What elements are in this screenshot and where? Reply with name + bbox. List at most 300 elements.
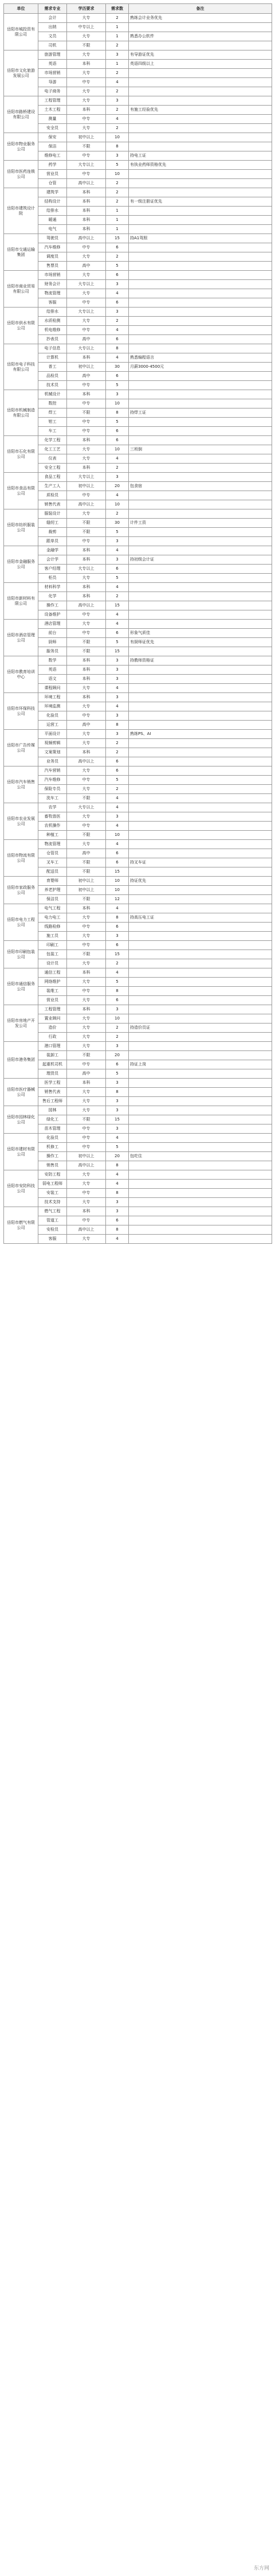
- count-cell: 5: [106, 638, 129, 647]
- table-row: [4, 877, 272, 886]
- count-cell: 1: [106, 32, 129, 41]
- note-cell: [129, 372, 272, 381]
- major-cell: 工程管理: [38, 1005, 67, 1014]
- education-cell: 大专: [67, 1106, 106, 1115]
- note-cell: [129, 1198, 272, 1207]
- education-cell: 大专: [67, 14, 106, 23]
- count-cell: 8: [106, 142, 129, 151]
- major-cell: 客服: [38, 1235, 67, 1244]
- count-cell: 4: [106, 702, 129, 711]
- major-cell: 建筑学: [38, 188, 67, 197]
- count-cell: 4: [106, 1235, 129, 1244]
- table-row: [4, 399, 272, 408]
- table-row: [4, 372, 272, 381]
- major-cell: 造价: [38, 1024, 67, 1033]
- note-cell: 包食宿: [129, 482, 272, 491]
- major-cell: 计算机: [38, 353, 67, 363]
- education-cell: 本科: [67, 216, 106, 225]
- note-cell: [129, 721, 272, 730]
- count-cell: 8: [106, 1161, 129, 1170]
- table-row: [4, 216, 272, 225]
- table-row: [4, 959, 272, 968]
- count-cell: 6: [106, 372, 129, 381]
- count-cell: 6: [106, 298, 129, 308]
- count-cell: 6: [106, 629, 129, 638]
- education-cell: 不限: [67, 647, 106, 656]
- education-cell: 本科: [67, 656, 106, 666]
- education-cell: 中专: [67, 1216, 106, 1225]
- education-cell: 本科: [67, 904, 106, 913]
- note-cell: [129, 840, 272, 849]
- education-cell: 本科: [67, 207, 106, 216]
- count-cell: 15: [106, 647, 129, 656]
- note-cell: [129, 170, 272, 179]
- major-cell: 机械设计: [38, 390, 67, 399]
- major-cell: 技术支持: [38, 1198, 67, 1207]
- note-cell: [129, 592, 272, 601]
- table-row: [4, 1180, 272, 1189]
- note-cell: [129, 289, 272, 298]
- unit-cell: 岳阳市纺织服装公司: [4, 509, 38, 546]
- major-cell: 服装设计: [38, 509, 67, 519]
- education-cell: 大专: [67, 1097, 106, 1106]
- count-cell: 5: [106, 574, 129, 583]
- count-cell: 1: [106, 225, 129, 234]
- count-cell: 6: [106, 243, 129, 252]
- count-cell: 6: [106, 565, 129, 574]
- major-cell: 包装工: [38, 950, 67, 959]
- education-cell: 中专: [67, 822, 106, 831]
- note-cell: [129, 601, 272, 610]
- count-cell: 6: [106, 271, 129, 280]
- table-row: [4, 675, 272, 684]
- major-cell: 洗车工: [38, 794, 67, 803]
- education-cell: 初中以上: [67, 133, 106, 142]
- major-cell: 电子商务: [38, 87, 67, 96]
- table-row: [4, 794, 272, 803]
- major-cell: 土木工程: [38, 106, 67, 115]
- table-row: [4, 133, 272, 142]
- major-cell: 抄表员: [38, 335, 67, 344]
- note-cell: 持证优先: [129, 877, 272, 886]
- note-cell: [129, 574, 272, 583]
- major-cell: 给排水: [38, 207, 67, 216]
- education-cell: 中专: [67, 776, 106, 785]
- count-cell: 3: [106, 280, 129, 289]
- education-cell: 初中以上: [67, 886, 106, 895]
- table-row: [4, 1079, 272, 1088]
- count-cell: 4: [106, 1170, 129, 1180]
- major-cell: 销售代表: [38, 1088, 67, 1097]
- major-cell: 文员: [38, 32, 67, 41]
- note-cell: [129, 124, 272, 133]
- count-cell: 8: [106, 913, 129, 923]
- education-cell: 本科: [67, 666, 106, 675]
- note-cell: 有导游证优先: [129, 50, 272, 60]
- education-cell: 大专: [67, 1014, 106, 1024]
- note-cell: [129, 565, 272, 574]
- count-cell: 3: [106, 473, 129, 482]
- table-row: [4, 739, 272, 748]
- note-cell: [129, 757, 272, 766]
- unit-cell: 岳阳市燃气有限公司: [4, 1207, 38, 1244]
- table-row: [4, 326, 272, 335]
- table-row: [4, 197, 272, 207]
- education-cell: 不限: [67, 1115, 106, 1124]
- count-cell: 4: [106, 840, 129, 849]
- major-cell: 仪表: [38, 454, 67, 464]
- note-cell: [129, 436, 272, 445]
- note-cell: [129, 1069, 272, 1079]
- major-cell: 电气: [38, 225, 67, 234]
- count-cell: 3: [106, 693, 129, 702]
- education-cell: 大专: [67, 289, 106, 298]
- education-cell: 本科: [67, 390, 106, 399]
- unit-cell: 岳阳市广告传媒公司: [4, 730, 38, 766]
- education-cell: 高中以上: [67, 1225, 106, 1235]
- count-cell: 1: [106, 207, 129, 216]
- table-row: [4, 308, 272, 317]
- major-cell: 仓管: [38, 179, 67, 188]
- table-row: [4, 941, 272, 950]
- major-cell: 焊工: [38, 408, 67, 418]
- education-cell: 本科: [67, 1207, 106, 1216]
- note-cell: [129, 399, 272, 408]
- note-cell: [129, 1180, 272, 1189]
- unit-cell: 岳阳市交通运输集团: [4, 234, 38, 271]
- table-row: [4, 666, 272, 675]
- count-cell: 4: [106, 454, 129, 464]
- unit-cell: 岳阳市电子科技有限公司: [4, 344, 38, 390]
- count-cell: 2: [106, 14, 129, 23]
- count-cell: 2: [106, 106, 129, 115]
- note-cell: [129, 41, 272, 50]
- education-cell: 大专: [67, 785, 106, 794]
- education-cell: 中专: [67, 941, 106, 950]
- education-cell: 中专: [67, 427, 106, 436]
- count-cell: 8: [106, 1189, 129, 1198]
- note-cell: [129, 473, 272, 482]
- note-cell: [129, 1115, 272, 1124]
- table-row: [4, 454, 272, 464]
- note-cell: 月薪3000-4500元: [129, 363, 272, 372]
- count-cell: 10: [106, 1014, 129, 1024]
- count-cell: 12: [106, 895, 129, 904]
- unit-cell: 岳阳市物业服务公司: [4, 133, 38, 161]
- major-cell: 起重机司机: [38, 1060, 67, 1069]
- note-cell: 持造价员证: [129, 1024, 272, 1033]
- count-cell: 6: [106, 757, 129, 766]
- table-row: [4, 537, 272, 546]
- count-cell: 4: [106, 620, 129, 629]
- note-cell: 持电工证: [129, 151, 272, 161]
- major-cell: 销售员: [38, 1161, 67, 1170]
- count-cell: 3: [106, 96, 129, 106]
- education-cell: 大专: [67, 702, 106, 711]
- table-row: [4, 445, 272, 454]
- education-cell: 中专: [67, 629, 106, 638]
- count-cell: 6: [106, 1060, 129, 1069]
- education-cell: 不限: [67, 142, 106, 151]
- table-row: [4, 730, 272, 739]
- table-row: [4, 418, 272, 427]
- count-cell: 6: [106, 858, 129, 867]
- major-cell: 装卸工: [38, 1051, 67, 1060]
- education-cell: 中专: [67, 1124, 106, 1134]
- major-cell: 金融学: [38, 546, 67, 555]
- count-cell: 8: [106, 721, 129, 730]
- education-cell: 初中以上: [67, 363, 106, 372]
- count-cell: 3: [106, 1106, 129, 1115]
- education-cell: 高中以上: [67, 757, 106, 766]
- major-cell: 裁剪: [38, 528, 67, 537]
- education-cell: 初中以上: [67, 482, 106, 491]
- note-cell: [129, 1014, 272, 1024]
- count-cell: 15: [106, 601, 129, 610]
- major-cell: 市场营销: [38, 69, 67, 78]
- table-row: [4, 1088, 272, 1097]
- education-cell: 本科: [67, 225, 106, 234]
- table-row: [4, 757, 272, 766]
- table-row: [4, 867, 272, 877]
- education-cell: 不限: [67, 950, 106, 959]
- major-cell: 生产工人: [38, 482, 67, 491]
- education-cell: 不限: [67, 638, 106, 647]
- table-row: [4, 381, 272, 390]
- education-cell: 大专: [67, 1042, 106, 1051]
- unit-cell: 岳阳市汽车销售公司: [4, 766, 38, 803]
- count-cell: 6: [106, 849, 129, 858]
- major-cell: 文案策划: [38, 748, 67, 757]
- table-row: [4, 96, 272, 106]
- note-cell: [129, 620, 272, 629]
- table-row: [4, 1033, 272, 1042]
- note-cell: [129, 1170, 272, 1180]
- table-row: [4, 748, 272, 757]
- note-cell: 持教师资格证: [129, 656, 272, 666]
- unit-cell: 岳阳市电力工程公司: [4, 904, 38, 941]
- major-cell: 英语: [38, 60, 67, 69]
- table-row: [4, 858, 272, 867]
- count-cell: 30: [106, 363, 129, 372]
- note-cell: [129, 78, 272, 87]
- table-row: [4, 1134, 272, 1143]
- education-cell: 大专以上: [67, 803, 106, 812]
- unit-cell: 岳阳市食品有限公司: [4, 473, 38, 509]
- note-cell: [129, 133, 272, 142]
- count-cell: 3: [106, 1207, 129, 1216]
- count-cell: 3: [106, 675, 129, 684]
- count-cell: 5: [106, 978, 129, 987]
- note-cell: [129, 225, 272, 234]
- table-row: [4, 822, 272, 831]
- note-cell: 熟练PS、AI: [129, 730, 272, 739]
- education-cell: 大专以上: [67, 565, 106, 574]
- note-cell: [129, 739, 272, 748]
- count-cell: 4: [106, 968, 129, 978]
- education-cell: 大专: [67, 684, 106, 693]
- note-cell: [129, 1097, 272, 1106]
- table-header-row: [4, 4, 272, 14]
- major-cell: 售后工程师: [38, 1097, 67, 1106]
- education-cell: 本科: [67, 592, 106, 601]
- count-cell: 2: [106, 1024, 129, 1033]
- education-cell: 大专: [67, 252, 106, 262]
- major-cell: 保洁员: [38, 895, 67, 904]
- note-cell: [129, 207, 272, 216]
- education-cell: 大专: [67, 959, 106, 968]
- major-cell: 养老护理: [38, 886, 67, 895]
- note-cell: [129, 895, 272, 904]
- unit-cell: 岳阳市港务集团: [4, 1042, 38, 1079]
- major-cell: 印刷工: [38, 941, 67, 950]
- count-cell: 3: [106, 711, 129, 721]
- education-cell: 高中: [67, 1069, 106, 1079]
- education-cell: 高中以上: [67, 234, 106, 243]
- major-cell: 营业员: [38, 170, 67, 179]
- note-cell: 形象气质佳: [129, 629, 272, 638]
- major-cell: 医学工程: [38, 1079, 67, 1088]
- unit-cell: 岳阳市路桥建设有限公司: [4, 96, 38, 133]
- education-cell: 大专: [67, 1088, 106, 1097]
- education-cell: 大专: [67, 445, 106, 454]
- note-cell: [129, 491, 272, 500]
- table-row: [4, 408, 272, 418]
- note-cell: [129, 298, 272, 308]
- education-cell: 大专: [67, 739, 106, 748]
- education-cell: 本科: [67, 693, 106, 702]
- major-cell: 水质检测: [38, 317, 67, 326]
- table-row: [4, 1115, 272, 1124]
- note-cell: [129, 647, 272, 656]
- major-cell: 行政: [38, 1033, 67, 1042]
- major-cell: 运营工: [38, 721, 67, 730]
- table-row: [4, 546, 272, 555]
- table-row: [4, 353, 272, 363]
- note-cell: [129, 1134, 272, 1143]
- note-cell: [129, 546, 272, 555]
- education-cell: 本科: [67, 675, 106, 684]
- table-row: [4, 629, 272, 638]
- major-cell: 保安: [38, 133, 67, 142]
- table-row: [4, 555, 272, 565]
- table-row: [4, 207, 272, 216]
- note-cell: [129, 262, 272, 271]
- unit-cell: 岳阳市新材料有限公司: [4, 583, 38, 620]
- count-cell: 3: [106, 812, 129, 822]
- count-cell: 5: [106, 528, 129, 537]
- education-cell: 大专: [67, 1235, 106, 1244]
- table-row: [4, 142, 272, 151]
- table-row: [4, 106, 272, 115]
- count-cell: 8: [106, 408, 129, 418]
- major-cell: 旅游管理: [38, 50, 67, 60]
- major-cell: 物流管理: [38, 840, 67, 849]
- education-cell: 大专: [67, 620, 106, 629]
- header-major: 需求专业: [38, 4, 67, 14]
- table-row: [4, 436, 272, 445]
- note-cell: [129, 335, 272, 344]
- table-row: [4, 87, 272, 96]
- note-cell: 持初级会计证: [129, 555, 272, 565]
- table-row: [4, 170, 272, 179]
- education-cell: 本科: [67, 60, 106, 69]
- count-cell: 2: [106, 179, 129, 188]
- note-cell: [129, 344, 272, 353]
- table-row: [4, 151, 272, 161]
- note-cell: [129, 1189, 272, 1198]
- header-count: 需求数: [106, 4, 129, 14]
- table-row: [4, 978, 272, 987]
- major-cell: 燃气工程: [38, 1207, 67, 1216]
- recruitment-table: [3, 3, 272, 1244]
- table-row: [4, 574, 272, 583]
- count-cell: 2: [106, 509, 129, 519]
- major-cell: 服务员: [38, 647, 67, 656]
- table-row: [4, 1198, 272, 1207]
- count-cell: 2: [106, 69, 129, 78]
- major-cell: 销售代表: [38, 500, 67, 509]
- table-row: [4, 1170, 272, 1180]
- major-cell: 营业员: [38, 996, 67, 1005]
- major-cell: 电气工程: [38, 904, 67, 913]
- education-cell: 大专: [67, 1033, 106, 1042]
- education-cell: 中专: [67, 711, 106, 721]
- note-cell: [129, 996, 272, 1005]
- count-cell: 3: [106, 656, 129, 666]
- major-cell: 理货员: [38, 1069, 67, 1079]
- major-cell: 农机操作: [38, 822, 67, 831]
- major-cell: 化验员: [38, 711, 67, 721]
- education-cell: 大专: [67, 509, 106, 519]
- unit-cell: 岳阳市商业贸易有限公司: [4, 271, 38, 308]
- count-cell: 4: [106, 803, 129, 812]
- note-cell: [129, 867, 272, 877]
- count-cell: 4: [106, 1134, 129, 1143]
- note-cell: [129, 1106, 272, 1115]
- table-row: [4, 996, 272, 1005]
- unit-cell: 岳阳市安防科技公司: [4, 1170, 38, 1207]
- major-cell: 会计: [38, 14, 67, 23]
- education-cell: 中专: [67, 610, 106, 620]
- note-cell: 英语四级以上: [129, 60, 272, 69]
- table-row: [4, 620, 272, 629]
- major-cell: 车工: [38, 427, 67, 436]
- count-cell: 30: [106, 519, 129, 528]
- major-cell: 平面设计: [38, 730, 67, 739]
- unit-cell: 岳阳市园林绿化公司: [4, 1106, 38, 1134]
- count-cell: 2: [106, 739, 129, 748]
- table-row: [4, 1161, 272, 1170]
- education-cell: 大专: [67, 766, 106, 776]
- count-cell: 5: [106, 418, 129, 427]
- table-row: [4, 41, 272, 50]
- note-cell: 熟悉办公软件: [129, 32, 272, 41]
- education-cell: 不限: [67, 519, 106, 528]
- major-cell: 机修工: [38, 1143, 67, 1152]
- note-cell: [129, 812, 272, 822]
- count-cell: 6: [106, 427, 129, 436]
- count-cell: 10: [106, 133, 129, 142]
- major-cell: 语文: [38, 675, 67, 684]
- major-cell: 化学: [38, 592, 67, 601]
- major-cell: 给排水: [38, 308, 67, 317]
- table-row: [4, 179, 272, 188]
- education-cell: 本科: [67, 464, 106, 473]
- count-cell: 3: [106, 555, 129, 565]
- recruitment-table-page: [3, 3, 272, 1244]
- unit-cell: 岳阳市家政服务公司: [4, 877, 38, 904]
